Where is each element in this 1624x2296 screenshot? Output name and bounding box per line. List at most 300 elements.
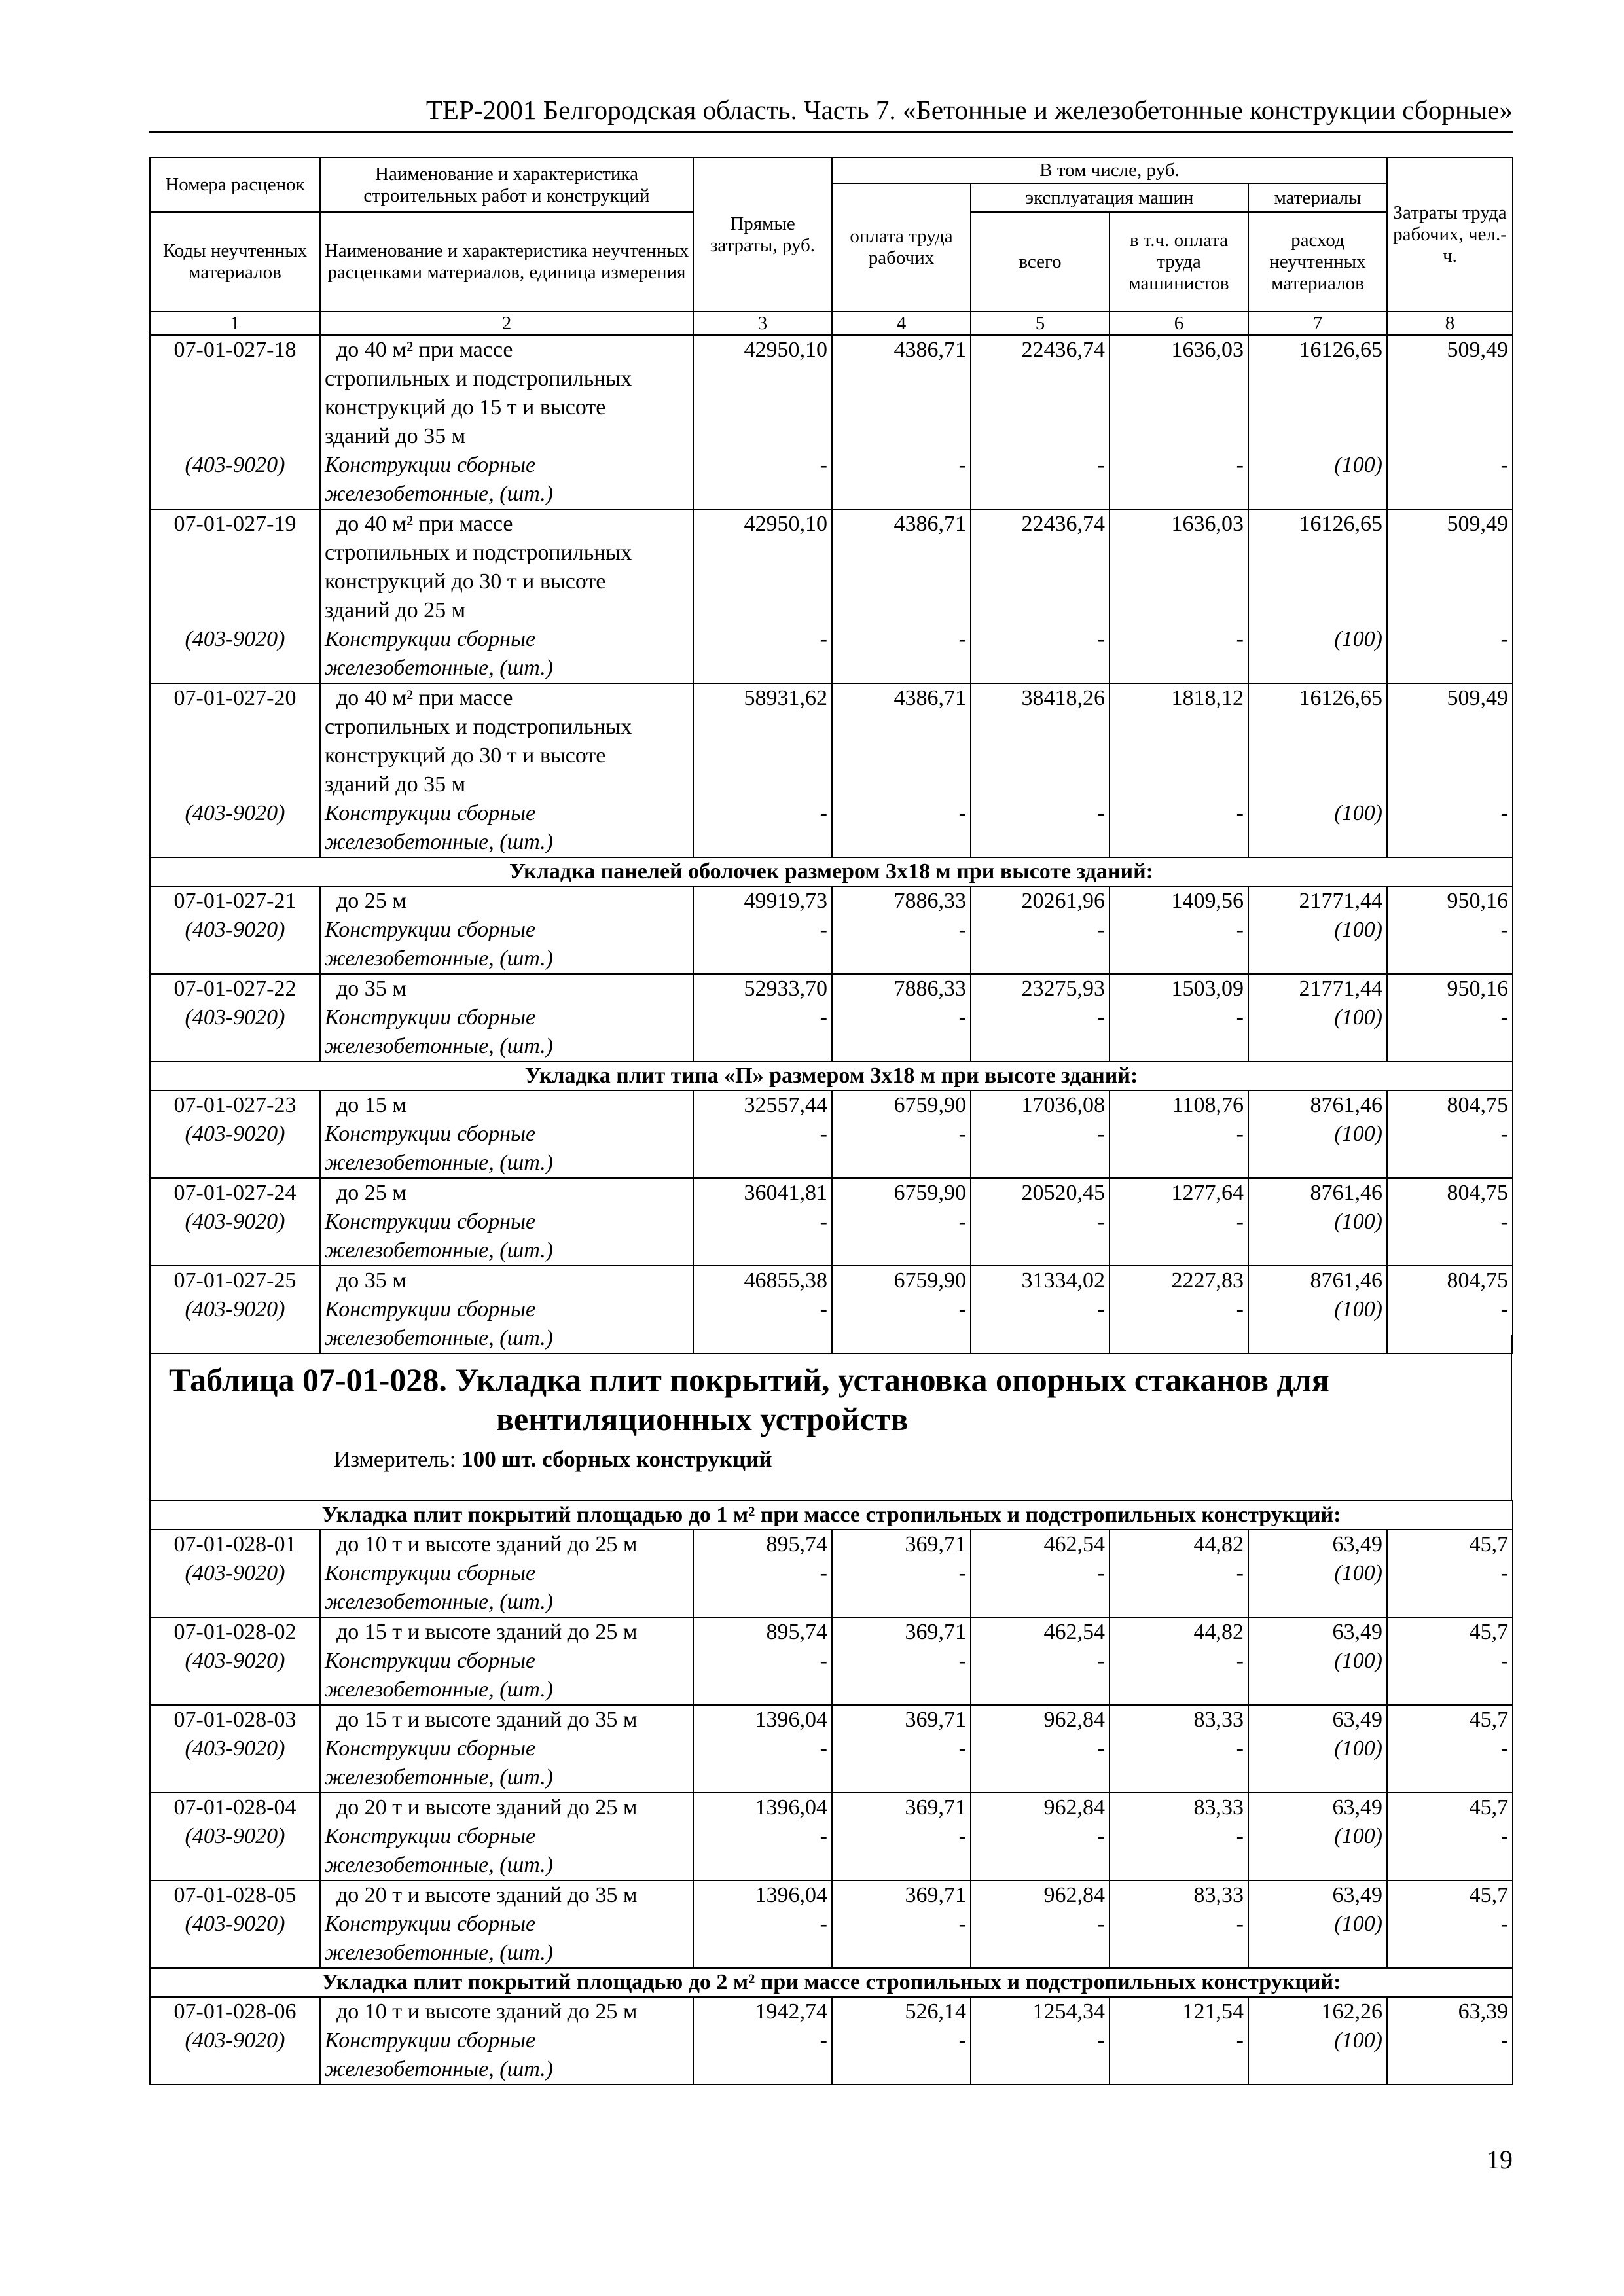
direct-costs-cell (693, 1997, 832, 2085)
column-number-6: 6 (1110, 312, 1248, 335)
material-quantity: (100) (1334, 1122, 1382, 1146)
material-quantity: (100) (1334, 2028, 1382, 2053)
worker-pay-cell (832, 1880, 971, 1968)
labor-hours-cell (1387, 1617, 1513, 1705)
measure-label: Измеритель: (334, 1446, 456, 1472)
machine-total-cell (971, 1793, 1110, 1880)
operator-pay-cell (1110, 886, 1248, 974)
worker-pay-value: 4386,71 (893, 338, 966, 362)
dash-value: - (958, 1736, 966, 1761)
dash-value: - (1236, 1561, 1244, 1585)
dash-value: - (820, 1649, 827, 1673)
description-cell (320, 1530, 693, 1617)
direct-costs-cell (693, 886, 832, 974)
rate-code-cell (150, 1617, 320, 1705)
machine-total-cell (971, 1617, 1110, 1705)
operator-pay-value: 121,54 (1182, 2000, 1244, 2024)
direct-costs-cell (693, 974, 832, 1062)
labor-hours-cell (1387, 1705, 1513, 1793)
direct-costs-value: 52933,70 (744, 977, 827, 1001)
header-machine-operation: эксплуатация машин (971, 183, 1248, 212)
labor-hours-cell (1387, 1178, 1513, 1266)
rate-code: 07-01-027-21 (173, 889, 297, 913)
table-title-line-1: Таблица 07-01-028. Укладка плит покрытий, установка опорных стаканов для (169, 1361, 1329, 1398)
labor-hours-cell (1387, 1090, 1513, 1178)
dash-value: - (1236, 627, 1244, 651)
header-work-name: Наименование и характеристика строительных работ и конструкций (320, 158, 693, 212)
worker-pay-value: 6759,90 (893, 1268, 966, 1293)
operator-pay-value: 1108,76 (1172, 1093, 1244, 1117)
description-cell (320, 1617, 693, 1705)
work-description-line: до 40 м² при массе (336, 338, 513, 362)
operator-pay-cell (1110, 1178, 1248, 1266)
table-row (150, 1617, 1513, 1705)
table-row (150, 974, 1513, 1062)
direct-costs-value: 49919,73 (744, 889, 827, 913)
materials-value: 16126,65 (1299, 338, 1382, 362)
table-row (150, 1090, 1513, 1178)
operator-pay-cell (1110, 1266, 1248, 1354)
dash-value: - (1097, 918, 1105, 942)
materials-cell (1248, 1090, 1387, 1178)
machine-total-cell (971, 1997, 1110, 2085)
machine-total-value: 23275,93 (1021, 977, 1105, 1001)
material-code: (403-9020) (185, 1297, 285, 1321)
material-code: (403-9020) (185, 627, 285, 651)
dash-value: - (820, 1736, 827, 1761)
dash-value: - (820, 1824, 827, 1848)
dash-value: - (820, 801, 827, 825)
work-description-line: до 40 м² при массе (336, 686, 513, 710)
header-labor-hours: Затраты труда рабочих, чел.-ч. (1387, 158, 1513, 312)
labor-hours-value: 950,16 (1447, 889, 1508, 913)
material-code: (403-9020) (185, 1561, 285, 1585)
description-cell (320, 1997, 693, 2085)
description-cell (320, 1793, 693, 1880)
direct-costs-value: 42950,10 (744, 512, 827, 536)
table-row (150, 1880, 1513, 1968)
section-slabs-2m2 (150, 1968, 1513, 1997)
rate-code: 07-01-028-01 (173, 1532, 297, 1556)
direct-costs-value: 42950,10 (744, 338, 827, 362)
direct-costs-value: 895,74 (766, 1532, 827, 1556)
material-quantity: (100) (1334, 1824, 1382, 1848)
work-description-line: зданий до 35 м (325, 772, 466, 797)
labor-hours-value: 45,7 (1469, 1883, 1509, 1907)
materials-cell (1248, 1178, 1387, 1266)
operator-pay-value: 1636,03 (1171, 512, 1244, 536)
work-description: до 35 м (336, 977, 406, 1001)
section-heading: Укладка плит типа «П» размером 3х18 м при высоте зданий: (150, 1062, 1513, 1090)
dash-value: - (1236, 1005, 1244, 1030)
materials-value: 16126,65 (1299, 512, 1382, 536)
dash-value: - (1500, 627, 1508, 651)
materials-cell (1248, 1705, 1387, 1793)
material-name: Конструкции сборные железобетонные, (шт.) (325, 1005, 554, 1058)
table-row (150, 1705, 1513, 1793)
table-row (150, 683, 1513, 857)
rate-code-cell (150, 974, 320, 1062)
materials-value: 162,26 (1321, 2000, 1382, 2024)
material-code: (403-9020) (185, 1122, 285, 1146)
labor-hours-cell (1387, 1997, 1513, 2085)
operator-pay-value: 1409,56 (1171, 889, 1244, 913)
materials-value: 21771,44 (1299, 889, 1382, 913)
rate-code: 07-01-027-24 (173, 1181, 297, 1205)
labor-hours-value: 804,75 (1447, 1093, 1508, 1117)
table-row (150, 1178, 1513, 1266)
dash-value: - (958, 627, 966, 651)
direct-costs-cell (693, 1530, 832, 1617)
operator-pay-value: 1277,64 (1171, 1181, 1244, 1205)
dash-value: - (820, 918, 827, 942)
direct-costs-cell (693, 509, 832, 683)
operator-pay-cell (1110, 1997, 1248, 2085)
machine-total-value: 962,84 (1043, 1795, 1105, 1820)
measure-unit (334, 1445, 772, 1474)
machine-total-cell (971, 683, 1110, 857)
material-name: Конструкции сборные железобетонные, (шт.) (325, 918, 554, 971)
worker-pay-cell (832, 683, 971, 857)
rate-code: 07-01-027-25 (173, 1268, 297, 1293)
operator-pay-cell (1110, 974, 1248, 1062)
operator-pay-cell (1110, 1530, 1248, 1617)
work-description: до 15 т и высоте зданий до 35 м (336, 1708, 638, 1732)
worker-pay-cell (832, 1266, 971, 1354)
operator-pay-cell (1110, 683, 1248, 857)
material-quantity: (100) (1334, 1912, 1382, 1936)
materials-cell (1248, 1530, 1387, 1617)
material-name: Конструкции сборные железобетонные, (шт.) (325, 2028, 554, 2081)
machine-total-value: 20261,96 (1021, 889, 1105, 913)
page-number: 19 (1487, 2145, 1513, 2174)
table-row (150, 1997, 1513, 2085)
machine-total-value: 1254,34 (1032, 2000, 1105, 2024)
header-rate-numbers: Номера расценок (150, 158, 320, 212)
worker-pay-cell (832, 1793, 971, 1880)
material-quantity: (100) (1334, 627, 1382, 651)
dash-value: - (820, 1122, 827, 1146)
operator-pay-value: 83,33 (1193, 1795, 1244, 1820)
worker-pay-value: 6759,90 (893, 1093, 966, 1117)
machine-total-value: 38418,26 (1021, 686, 1105, 710)
table-title-line-2: вентиляционных устройств (496, 1401, 909, 1437)
measure-value: 100 шт. сборных конструкций (461, 1446, 772, 1472)
machine-total-value: 962,84 (1043, 1883, 1105, 1907)
labor-hours-value: 45,7 (1469, 1795, 1509, 1820)
machine-total-value: 22436,74 (1021, 512, 1105, 536)
material-code: (403-9020) (185, 1912, 285, 1936)
material-quantity: (100) (1334, 1297, 1382, 1321)
work-description-line: стропильных и подстропильных (325, 715, 632, 739)
worker-pay-value: 7886,33 (893, 977, 966, 1001)
column-number-3: 3 (693, 312, 832, 335)
materials-cell (1248, 1880, 1387, 1968)
machine-total-cell (971, 974, 1110, 1062)
material-name: Конструкции сборные железобетонные, (шт.) (325, 1912, 554, 1965)
column-number-8: 8 (1387, 312, 1513, 335)
section-heading: Укладка плит покрытий площадью до 2 м² при массе стропильных и подстропильных конструкций: (150, 1968, 1513, 1997)
direct-costs-value: 1396,04 (755, 1883, 827, 1907)
dash-value: - (1236, 918, 1244, 942)
worker-pay-value: 369,71 (905, 1795, 966, 1820)
worker-pay-value: 4386,71 (893, 686, 966, 710)
material-quantity: (100) (1334, 1210, 1382, 1234)
machine-total-cell (971, 1266, 1110, 1354)
direct-costs-value: 1942,74 (755, 2000, 827, 2024)
dash-value: - (1236, 453, 1244, 477)
material-quantity: (100) (1334, 453, 1382, 477)
labor-hours-value: 804,75 (1447, 1181, 1508, 1205)
material-name: Конструкции сборные железобетонные, (шт.) (325, 1649, 554, 1702)
materials-cell (1248, 974, 1387, 1062)
description-cell (320, 1178, 693, 1266)
materials-value: 63,49 (1332, 1795, 1382, 1820)
operator-pay-cell (1110, 1705, 1248, 1793)
dash-value: - (958, 801, 966, 825)
description-cell (320, 974, 693, 1062)
header-worker-pay: оплата труда рабочих (832, 183, 971, 312)
materials-cell (1248, 886, 1387, 974)
material-name: Конструкции сборные железобетонные, (шт.) (325, 1824, 554, 1877)
material-quantity: (100) (1334, 1005, 1382, 1030)
worker-pay-value: 369,71 (905, 1708, 966, 1732)
material-name: Конструкции сборные железобетонные, (шт.) (325, 1210, 554, 1263)
worker-pay-value: 369,71 (905, 1532, 966, 1556)
header-direct-costs: Прямые затраты, руб. (693, 158, 832, 312)
worker-pay-cell (832, 1530, 971, 1617)
work-description-line: зданий до 25 м (325, 598, 466, 622)
description-cell (320, 1880, 693, 1968)
table-row (150, 509, 1513, 683)
dash-value: - (1236, 1297, 1244, 1321)
labor-hours-value: 63,39 (1458, 2000, 1509, 2024)
direct-costs-value: 58931,62 (744, 686, 827, 710)
material-code: (403-9020) (185, 2028, 285, 2053)
material-code: (403-9020) (185, 801, 285, 825)
dash-value: - (958, 918, 966, 942)
operator-pay-value: 44,82 (1193, 1532, 1244, 1556)
material-code: (403-9020) (185, 453, 285, 477)
direct-costs-value: 1396,04 (755, 1708, 827, 1732)
description-cell (320, 1266, 693, 1354)
dash-value: - (958, 1649, 966, 1673)
header-rule (149, 131, 1513, 133)
operator-pay-value: 83,33 (1193, 1883, 1244, 1907)
materials-value: 21771,44 (1299, 977, 1382, 1001)
labor-hours-value: 45,7 (1469, 1532, 1509, 1556)
machine-total-cell (971, 1530, 1110, 1617)
rate-code-cell (150, 1178, 320, 1266)
material-code: (403-9020) (185, 1824, 285, 1848)
direct-costs-cell (693, 1880, 832, 1968)
dash-value: - (1500, 2028, 1509, 2053)
operator-pay-value: 1636,03 (1171, 338, 1244, 362)
operator-pay-cell (1110, 509, 1248, 683)
header-material-consumption: расход неучтенных материалов (1248, 212, 1387, 312)
worker-pay-cell (832, 335, 971, 509)
machine-total-value: 462,54 (1043, 1532, 1105, 1556)
table-row (150, 1266, 1513, 1354)
dash-value: - (1236, 1912, 1244, 1936)
material-quantity: (100) (1334, 918, 1382, 942)
work-description-line: конструкций до 30 т и высоте (325, 744, 606, 768)
operator-pay-cell (1110, 1090, 1248, 1178)
description-cell (320, 683, 693, 857)
worker-pay-cell (832, 1617, 971, 1705)
materials-value: 16126,65 (1299, 686, 1382, 710)
dash-value: - (1500, 1649, 1509, 1673)
operator-pay-cell (1110, 335, 1248, 509)
dash-value: - (1500, 801, 1508, 825)
work-description-line: стропильных и подстропильных (325, 541, 632, 565)
description-cell (320, 509, 693, 683)
material-code: (403-9020) (185, 918, 285, 942)
dash-value: - (1500, 1210, 1508, 1234)
table-title (169, 1360, 1386, 1439)
rates-table-028 (149, 1500, 1513, 2085)
column-number-7: 7 (1248, 312, 1387, 335)
dash-value: - (1500, 1561, 1509, 1585)
material-quantity: (100) (1334, 1736, 1382, 1761)
work-description: до 35 м (336, 1268, 406, 1293)
material-quantity: (100) (1334, 1649, 1382, 1673)
dash-value: - (1500, 918, 1508, 942)
column-number-5: 5 (971, 312, 1110, 335)
operator-pay-value: 1818,12 (1171, 686, 1244, 710)
material-name: Конструкции сборные железобетонные, (шт.) (325, 1561, 554, 1614)
rate-code: 07-01-028-06 (173, 2000, 297, 2024)
dash-value: - (1097, 1736, 1105, 1761)
table-row (150, 1793, 1513, 1880)
work-description: до 15 т и высоте зданий до 25 м (336, 1620, 638, 1644)
labor-hours-cell (1387, 335, 1513, 509)
dash-value: - (1500, 1005, 1508, 1030)
dash-value: - (1097, 453, 1105, 477)
work-description: до 10 т и высоте зданий до 25 м (336, 1532, 638, 1556)
operator-pay-value: 44,82 (1193, 1620, 1244, 1644)
materials-cell (1248, 335, 1387, 509)
rate-code-cell (150, 683, 320, 857)
dash-value: - (1097, 1561, 1105, 1585)
dash-value: - (1236, 1824, 1244, 1848)
labor-hours-cell (1387, 1793, 1513, 1880)
worker-pay-value: 7886,33 (893, 889, 966, 913)
labor-hours-value: 509,49 (1447, 512, 1508, 536)
dash-value: - (820, 1297, 827, 1321)
dash-value: - (1500, 1297, 1508, 1321)
work-description: до 15 м (336, 1093, 406, 1117)
direct-costs-cell (693, 1793, 832, 1880)
direct-costs-value: 1396,04 (755, 1795, 827, 1820)
machine-total-value: 22436,74 (1021, 338, 1105, 362)
material-code: (403-9020) (185, 1005, 285, 1030)
materials-cell (1248, 1617, 1387, 1705)
dash-value: - (1500, 1736, 1509, 1761)
material-quantity: (100) (1334, 801, 1382, 825)
labor-hours-cell (1387, 1880, 1513, 1968)
dash-value: - (1236, 801, 1244, 825)
rate-code: 07-01-028-03 (173, 1708, 297, 1732)
dash-value: - (1097, 627, 1105, 651)
dash-value: - (958, 1912, 966, 1936)
dash-value: - (1097, 1210, 1105, 1234)
operator-pay-cell (1110, 1880, 1248, 1968)
work-description-line: конструкций до 15 т и высоте (325, 395, 606, 420)
materials-value: 8761,46 (1310, 1181, 1382, 1205)
labor-hours-value: 45,7 (1469, 1708, 1509, 1732)
section-slabs-1m2 (150, 1501, 1513, 1530)
material-name: Конструкции сборные железобетонные, (шт.) (325, 1297, 554, 1350)
material-name: Конструкции сборные железобетонные, (шт.) (325, 801, 554, 854)
rate-code: 07-01-028-02 (173, 1620, 297, 1644)
machine-total-value: 962,84 (1043, 1708, 1105, 1732)
material-quantity: (100) (1334, 1561, 1382, 1585)
rate-code-cell (150, 1997, 320, 2085)
direct-costs-cell (693, 1705, 832, 1793)
header-including: В том числе, руб. (832, 158, 1387, 183)
dash-value: - (820, 2028, 827, 2053)
rates-table-027 (149, 157, 1513, 1354)
operator-pay-cell (1110, 1793, 1248, 1880)
rate-code: 07-01-027-20 (173, 686, 297, 710)
header-operator-pay: в т.ч. оплата труда машинистов (1110, 212, 1248, 312)
dash-value: - (1097, 1824, 1105, 1848)
dash-value: - (1236, 2028, 1244, 2053)
dash-value: - (820, 1912, 827, 1936)
machine-total-cell (971, 335, 1110, 509)
labor-hours-value: 509,49 (1447, 686, 1508, 710)
header-material-codes: Коды неучтенных материалов (150, 212, 320, 312)
materials-value: 63,49 (1332, 1883, 1382, 1907)
machine-total-cell (971, 1880, 1110, 1968)
dash-value: - (1097, 1649, 1105, 1673)
machine-total-cell (971, 1090, 1110, 1178)
column-number-4: 4 (832, 312, 971, 335)
work-description: до 25 м (336, 1181, 406, 1205)
direct-costs-cell (693, 335, 832, 509)
labor-hours-value: 509,49 (1447, 338, 1508, 362)
materials-cell (1248, 1997, 1387, 2085)
rate-code-cell (150, 1530, 320, 1617)
materials-value: 63,49 (1332, 1708, 1382, 1732)
labor-hours-value: 804,75 (1447, 1268, 1508, 1293)
worker-pay-value: 4386,71 (893, 512, 966, 536)
worker-pay-cell (832, 974, 971, 1062)
rate-code: 07-01-027-18 (173, 338, 297, 362)
dash-value: - (1500, 1122, 1508, 1146)
labor-hours-cell (1387, 509, 1513, 683)
table-header (150, 158, 1513, 335)
dash-value: - (820, 453, 827, 477)
operator-pay-value: 1503,09 (1171, 977, 1244, 1001)
worker-pay-cell (832, 1997, 971, 2085)
materials-cell (1248, 683, 1387, 857)
material-code: (403-9020) (185, 1736, 285, 1761)
rate-code-cell (150, 1880, 320, 1968)
description-cell (320, 335, 693, 509)
materials-value: 63,49 (1332, 1532, 1382, 1556)
direct-costs-value: 32557,44 (744, 1093, 827, 1117)
labor-hours-value: 950,16 (1447, 977, 1508, 1001)
material-code: (403-9020) (185, 1649, 285, 1673)
material-name: Конструкции сборные железобетонные, (шт.) (325, 1736, 554, 1789)
direct-costs-value: 895,74 (766, 1620, 827, 1644)
labor-hours-cell (1387, 1266, 1513, 1354)
dash-value: - (958, 1297, 966, 1321)
work-description: до 25 м (336, 889, 406, 913)
machine-total-cell (971, 509, 1110, 683)
